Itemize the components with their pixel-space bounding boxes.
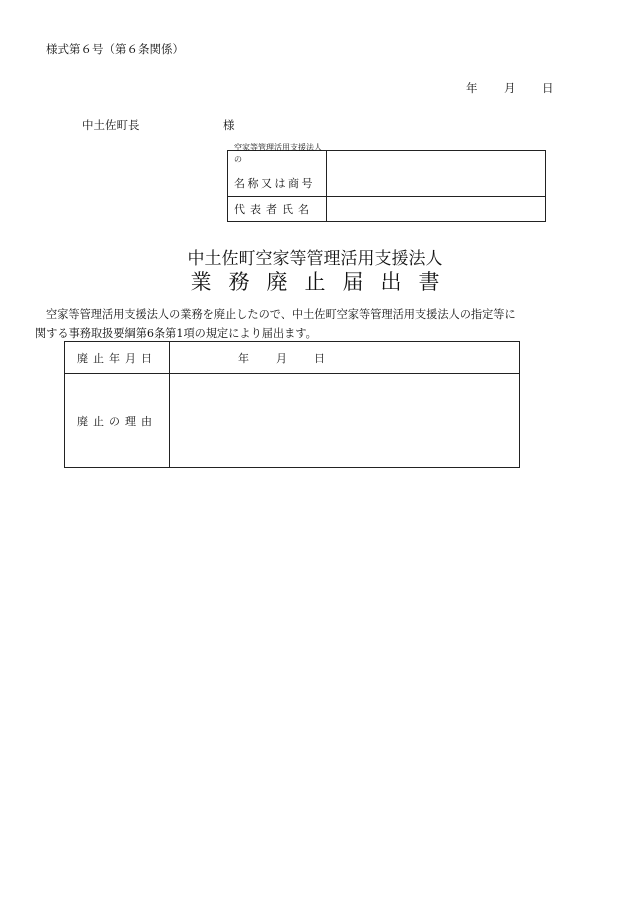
abolition-date-field[interactable] [170,342,520,374]
body-text [35,305,555,343]
document-title-line1: 中土佐町空家等管理活用支援法人 [187,249,443,269]
addressee: 中土佐町長 [82,118,140,132]
org-name-label-cell [228,143,327,197]
org-name-label-small: 空家等管理活用支援法人の [234,143,322,164]
abolition-year-label: 年 [238,351,249,365]
date-day-label: 日 [542,81,554,95]
abolition-reason-label: 廃止の理由 [65,374,170,468]
org-name-label: 名称又は商号 [234,177,315,190]
honorific: 様 [223,118,235,132]
date-month-label: 月 [504,81,516,95]
abolition-reason-field[interactable] [170,374,520,468]
org-name-field[interactable] [327,151,546,197]
document-title-line2: 業務廃止届出書 [190,270,457,294]
applicant-table [227,143,546,222]
abolition-table [64,341,520,468]
representative-label-cell [228,197,327,222]
form-number: 様式第６号（第６条関係） [46,42,184,56]
representative-label: 代表者氏名 [234,203,314,216]
representative-field[interactable] [327,197,546,222]
abolition-day-label: 日 [314,351,325,365]
body-line-1: 空家等管理活用支援法人の業務を廃止したので、中土佐町空家等管理活用支援法人の指定等に [46,308,516,321]
date-year-label: 年 [466,81,478,95]
submission-date [466,80,554,96]
abolition-date-label: 廃止年月日 [65,342,170,374]
abolition-month-label: 月 [276,351,287,365]
body-line-2: 関する事務取扱要綱第6条第1項の規定により届出ます。 [35,327,317,340]
